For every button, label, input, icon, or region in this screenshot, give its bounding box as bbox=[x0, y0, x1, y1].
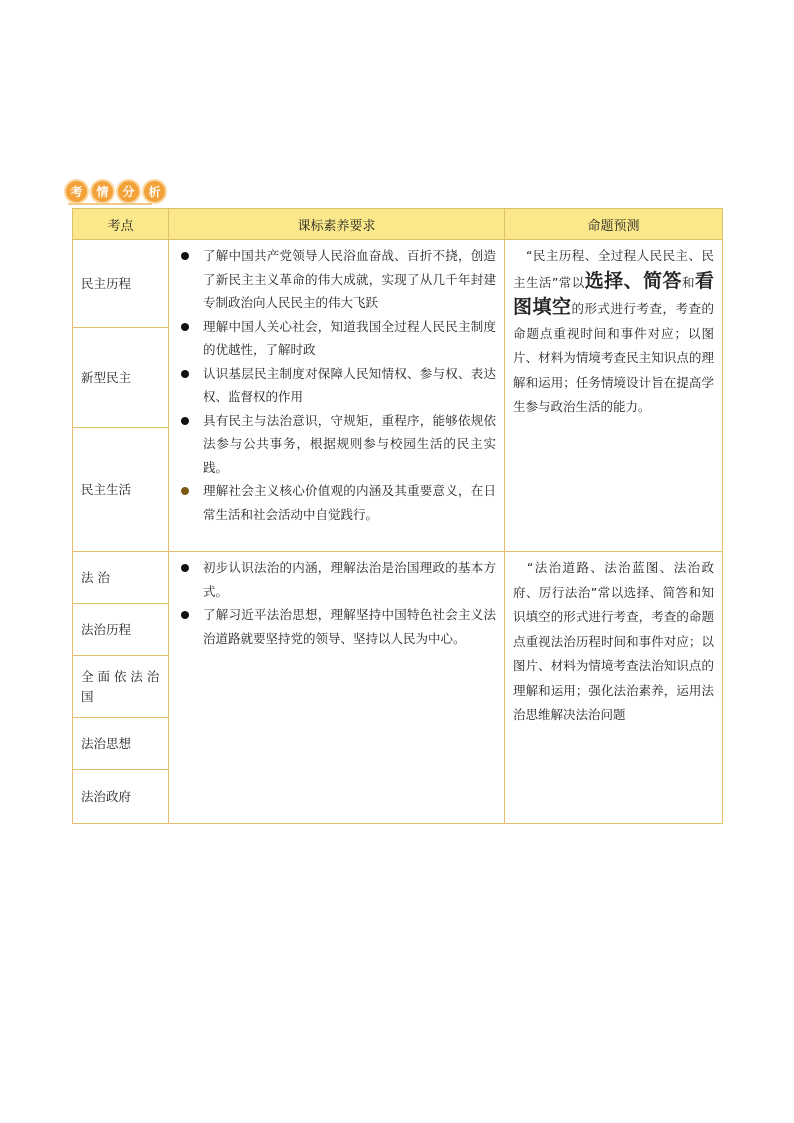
badge-char: 情 bbox=[90, 179, 115, 204]
bullet-icon bbox=[181, 564, 189, 572]
requirements-list bbox=[169, 240, 504, 528]
requirements-cell bbox=[169, 552, 505, 824]
list-item: 了解中国共产党领导人民浴血奋战、百折不挠，创造了新民主主义革命的伟大成就，实现了从几千年封建专制政治向人民民主的伟大飞跃 bbox=[177, 244, 496, 315]
requirements-cell bbox=[169, 240, 505, 552]
badge-char: 考 bbox=[64, 179, 89, 204]
topic-cell: 民主历程 bbox=[73, 240, 169, 328]
topic-cell: 民主生活 bbox=[73, 428, 169, 552]
bullet-icon bbox=[181, 370, 189, 378]
header-requirements: 课标素养要求 bbox=[169, 209, 505, 240]
badge-underline bbox=[68, 203, 152, 205]
list-item: 具有民主与法治意识，守规矩，重程序，能够依规依法参与公共事务，根据规则参与校园生活的民主实践。 bbox=[177, 409, 496, 480]
bullet-icon bbox=[181, 417, 189, 425]
topic-cell: 法治政府 bbox=[73, 770, 169, 824]
table-row bbox=[73, 552, 723, 604]
topic-cell: 法治思想 bbox=[73, 718, 169, 770]
header-prediction: 命题预测 bbox=[505, 209, 723, 240]
topic-cell: 法治历程 bbox=[73, 604, 169, 656]
badge-char: 分 bbox=[116, 179, 141, 204]
requirements-list bbox=[169, 552, 504, 652]
list-item: 初步认识法治的内涵，理解法治是治国理政的基本方式。 bbox=[177, 556, 496, 603]
list-item: 了解习近平法治思想，理解坚持中国特色社会主义法治道路就要坚持党的领导、坚持以人民为中心。 bbox=[177, 603, 496, 650]
exam-analysis-table bbox=[72, 208, 723, 824]
bullet-icon bbox=[181, 323, 189, 331]
emphasis-text: 选择、简答 bbox=[584, 269, 682, 292]
bullet-icon bbox=[181, 252, 189, 260]
topic-cell: 全 面 依 法 治 国 bbox=[73, 656, 169, 718]
list-item: 认识基层民主制度对保障人民知情权、参与权、表达权、监督权的作用 bbox=[177, 362, 496, 409]
list-item: 理解社会主义核心价值观的内涵及其重要意义，在日常生活和社会活动中自觉践行。 bbox=[177, 479, 496, 526]
table-header-row bbox=[73, 209, 723, 240]
bullet-icon bbox=[181, 487, 189, 495]
list-item: 理解中国人关心社会，知道我国全过程人民民主制度的优越性，了解时政 bbox=[177, 315, 496, 362]
topic-cell: 法 治 bbox=[73, 552, 169, 604]
table-row bbox=[73, 240, 723, 328]
section-badge bbox=[64, 176, 168, 206]
topic-cell: 新型民主 bbox=[73, 328, 169, 428]
prediction-cell bbox=[505, 240, 723, 552]
emphasis-text: 看图填空 bbox=[513, 269, 714, 318]
bullet-icon bbox=[181, 611, 189, 619]
prediction-text: “法治道路、法治蓝图、法治政府、厉行法治”常以选择、简答和知识填空的形式进行考查，考查的命题点重视法治历程时间和事件对应；以图片、材料为情境考查法治知识点的理解和运用；强化法治素养，运用法治思维解决法治问题 bbox=[513, 560, 714, 722]
prediction-cell bbox=[505, 552, 723, 824]
header-topic: 考点 bbox=[73, 209, 169, 240]
badge-char: 析 bbox=[142, 179, 167, 204]
prediction-text: “民主历程、全过程人民民主、民主生活”常以选择、简答和看图填空的形式进行考查，考查的命题点重视时间和事件对应；以图片、材料为情境考查民主知识点的理解和运用；任务情境设计旨在提高学生参与政治生活的能力。 bbox=[513, 248, 714, 414]
